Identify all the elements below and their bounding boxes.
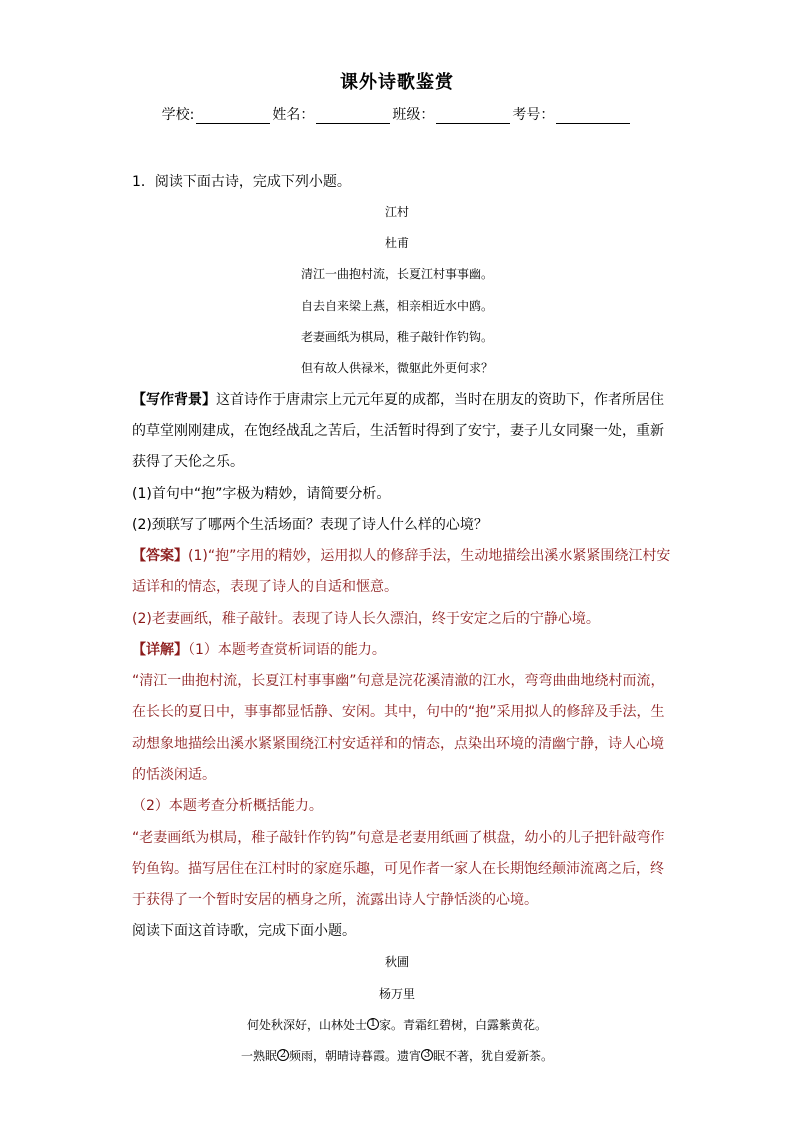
detail-text: 动想象地描绘出溪水紧紧围绕江村安适祥和的情态，点染出环境的清幽宁静，诗人心境 — [132, 736, 664, 752]
poem-line: 清江一曲抱村流，长夏江村事事幽。 — [300, 267, 493, 281]
detail-text: 在长长的夏日中，事事都显恬静、安闲。其中，句中的“抱”采用拟人的修辞及手法，生 — [132, 704, 665, 720]
poem-line: 老妻画纸为棋局，稚子敲针作钓钩。 — [300, 330, 493, 344]
poem-line — [0, 1046, 794, 1066]
poem-text: 眠不著，犹自爱新茶。 — [433, 1049, 554, 1063]
poem-text: 频雨，朝晴诗暮霞。遗宵 — [288, 1049, 421, 1063]
name-label: 姓名： — [272, 107, 315, 123]
detail-text: 于获得了一个暂时安居的栖身之所，流露出诗人宁静恬淡的心境。 — [132, 892, 538, 908]
footnote-marker[interactable]: 3 — [421, 1049, 433, 1061]
school-blank[interactable] — [196, 109, 270, 124]
poem-author: 杜甫 — [384, 236, 409, 250]
footnote-marker[interactable]: 1 — [367, 1018, 379, 1030]
background-paragraph — [132, 390, 672, 410]
answer-text: (1)“抱”字用的精妙，运用拟人的修辞手法，生动地描绘出溪水紧紧围绕江村安 — [188, 548, 671, 564]
exam-no-blank[interactable] — [556, 109, 630, 124]
sub-question-1: (1)首句中“抱”字极为精妙，请简要分析。 — [132, 486, 391, 502]
poem-title: 秋圃 — [384, 955, 409, 969]
class-label: 班级： — [392, 107, 435, 123]
poem-text: 一熟眠 — [240, 1049, 277, 1063]
answer-paragraph — [132, 546, 672, 566]
detail-text: （2）本题考查分析概括能力。 — [132, 798, 323, 814]
poem-title: 江村 — [384, 205, 409, 219]
detail-text: “清江一曲抱村流，长夏江村事事幽”句意是浣花溪清澈的江水，弯弯曲曲地绕村而流， — [132, 673, 665, 689]
background-text: 获得了天伦之乐。 — [132, 454, 244, 470]
detail-text: 钓鱼钩。描写居住在江村时的家庭乐趣，可见作者一家人在长期饱经颠沛流离之后，终 — [132, 861, 664, 877]
poem-line: 但有故人供禄米，微躯此外更何求？ — [300, 361, 493, 375]
background-label: 【写作背景】 — [132, 392, 216, 408]
question-2-stem: 阅读下面这首诗歌，完成下面小题。 — [132, 923, 356, 939]
school-label: 学校: — [161, 107, 195, 123]
answer-label: 【答案】 — [132, 548, 188, 564]
page-title: 课外诗歌鉴赏 — [340, 72, 454, 93]
detail-paragraph — [132, 640, 672, 660]
detail-label: 【详解】 — [132, 642, 188, 658]
class-blank[interactable] — [436, 109, 510, 124]
answer-text: (2)老妻画纸，稚子敲针。表现了诗人长久漂泊，终于安定之后的宁静心境。 — [132, 611, 600, 627]
poem-text: 何处秋深好，山林处士 — [246, 1018, 367, 1032]
detail-text: 的恬淡闲适。 — [132, 767, 216, 783]
poem-line — [0, 1015, 794, 1035]
background-text: 的草堂刚刚建成，在饱经战乱之苦后，生活暂时得到了安宁，妻子儿女同聚一处，重新 — [132, 423, 664, 439]
detail-text: （1）本题考查赏析词语的能力。 — [188, 642, 386, 658]
sub-question-2: (2)颈联写了哪两个生活场面？表现了诗人什么样的心境？ — [132, 517, 488, 533]
student-info-row — [0, 104, 794, 124]
detail-text: “老妻画纸为棋局，稚子敲针作钓钩”句意是老妻用纸画了棋盘，幼小的儿子把针敲弯作 — [132, 830, 665, 846]
poem-text: 家。青霜红碧树，白露紫黄花。 — [379, 1018, 548, 1032]
exam-no-label: 考号： — [512, 107, 555, 123]
poem-author: 杨万里 — [378, 987, 415, 1001]
answer-text: 适详和的情态，表现了诗人的自适和惬意。 — [132, 579, 398, 595]
question-1-stem: 1．阅读下面古诗，完成下列小题。 — [132, 174, 351, 190]
name-blank[interactable] — [316, 109, 390, 124]
footnote-marker[interactable]: 2 — [277, 1049, 289, 1061]
background-text: 这首诗作于唐肃宗上元元年夏的成都，当时在朋友的资助下，作者所居住 — [216, 392, 664, 408]
poem-line: 自去自来梁上燕，相亲相近水中鸥。 — [300, 299, 493, 313]
